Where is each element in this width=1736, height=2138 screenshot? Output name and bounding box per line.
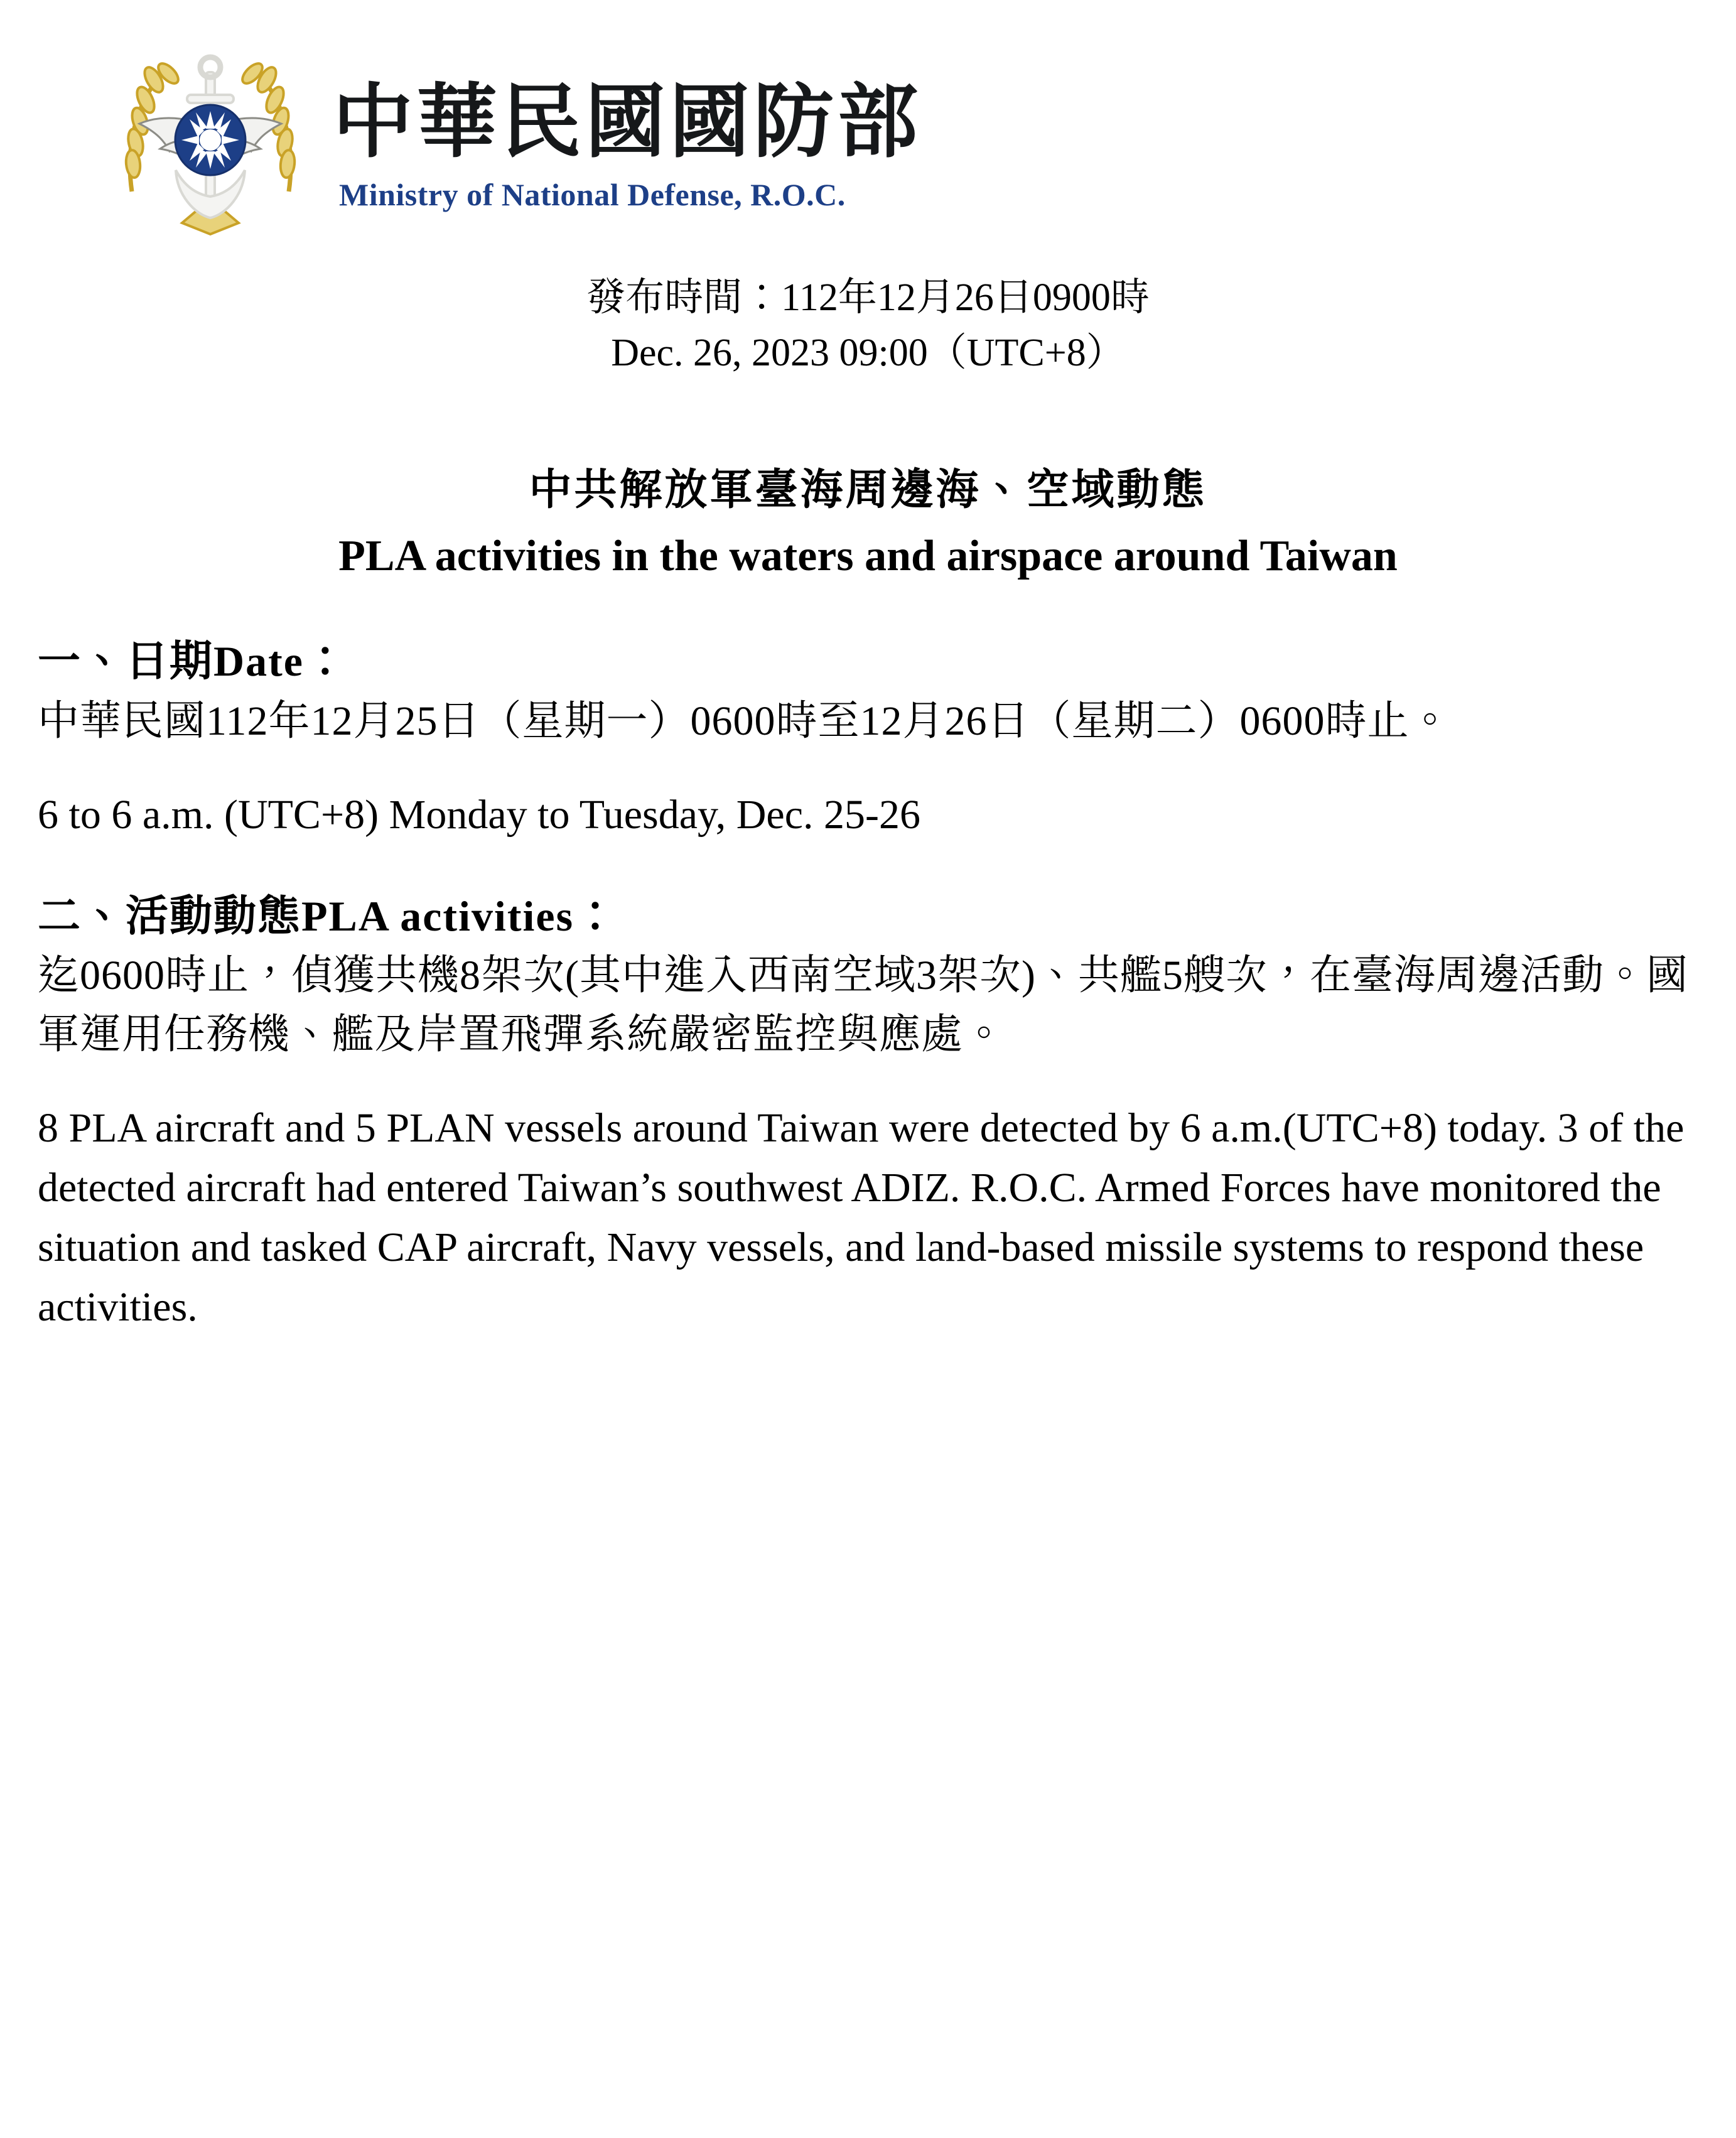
section-activities-body-cn: 迄0600時止，偵獲共機8架次(其中進入西南空域3架次)、共艦5艘次，在臺海周邊活動。國軍運用任務機、艦及岸置飛彈系統嚴密監控與應處。 (38, 953, 1688, 1058)
mnd-roc-emblem-icon (107, 35, 314, 254)
document-body (38, 631, 1698, 1336)
spacer (38, 751, 1698, 785)
release-time-block (240, 270, 1496, 381)
spacer (38, 1064, 1698, 1098)
ministry-title-block (333, 76, 922, 212)
section-date-body-en: 6 to 6 a.m. (UTC+8) Monday to Tuesday, Dec. 25-26 (38, 791, 920, 838)
page-title-en: PLA activities in the waters and airspace around Taiwan (338, 532, 1398, 581)
ministry-name-en: Ministry of National Defense, R.O.C. (339, 176, 846, 212)
section-activities-heading: 二、活動動態PLA activities： (38, 892, 618, 940)
release-time-en: Dec. 26, 2023 09:00（UTC+8） (611, 332, 1125, 375)
page-title-cn: 中共解放軍臺海周邊海、空域動態 (529, 466, 1207, 514)
section-activities (38, 886, 1698, 1337)
spacer (38, 845, 1698, 886)
ministry-name-cn: 中華民國國防部 (333, 75, 922, 170)
page-title (0, 462, 1736, 585)
section-date-heading: 一、日期Date： (38, 637, 348, 686)
document-header (0, 0, 1736, 251)
section-date-body-cn: 中華民國112年12月25日（星期一）0600時至12月26日（星期二）0600時止。 (38, 698, 1452, 744)
section-activities-body-en: 8 PLA aircraft and 5 PLAN vessels around Taiwan were detected by 6 a.m.(UTC+8) today. 3 of the detected aircraft had entered Taiwan’s southwest ADIZ. R.O.C. Armed Forces have monitored the situation and tasked CAP aircraft, Navy vessels, and land-based missile systems to respond these activities. (38, 1104, 1685, 1330)
section-date (38, 631, 1698, 844)
release-time-cn: 發布時間：112年12月26日0900時 (586, 276, 1150, 319)
